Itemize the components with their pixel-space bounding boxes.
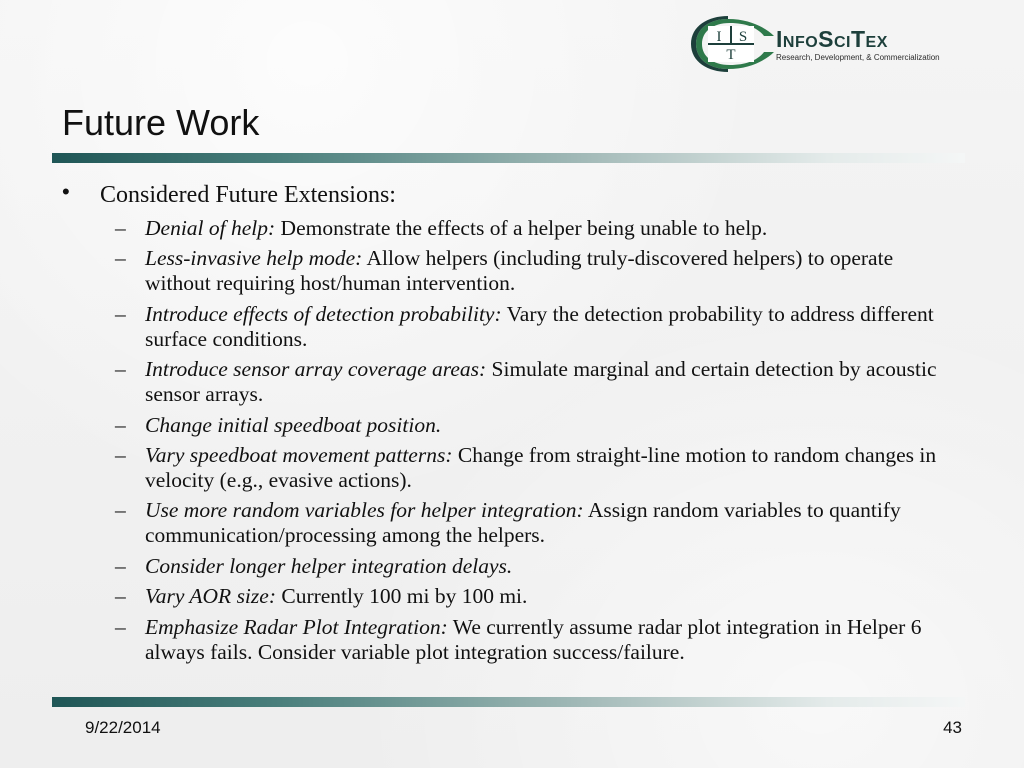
list-item: – Vary speedboat movement patterns: Change from straight-line motion to random changes in velocity (e.g., evasive actions).: [115, 442, 937, 492]
ist-emblem-icon: [688, 14, 778, 74]
list-item: – Consider longer helper integration delays.: [115, 553, 513, 578]
main-bullet-text: Considered Future Extensions:: [100, 182, 396, 208]
item-lead: Change initial speedboat position.: [145, 412, 442, 437]
item-text: Demonstrate the effects of a helper being unable to help.: [275, 216, 768, 240]
footer-divider: [52, 697, 965, 707]
list-item: – Use more random variables for helper integration: Assign random variables to quantify communication/processing among the helpers.: [115, 498, 901, 548]
item-text: Vary the detection probability to address different surface conditions.: [145, 301, 934, 351]
item-lead: Introduce effects of detection probability:: [145, 301, 502, 326]
item-text: We currently assume radar plot integration in Helper 6 always fails. Consider variable plot integration success/failure.: [145, 614, 922, 664]
slide-title: Future Work: [62, 102, 260, 143]
item-text: Change from straight-line motion to random changes in velocity (e.g., evasive actions).: [145, 442, 937, 492]
item-text: Currently 100 mi by 100 mi.: [275, 584, 528, 609]
item-lead: Vary AOR size:: [145, 584, 276, 609]
company-logo: [688, 14, 938, 74]
item-lead: Consider longer helper integration delays.: [145, 553, 513, 578]
item-lead: Introduce sensor array coverage areas:: [145, 357, 487, 382]
title-divider: [52, 153, 965, 163]
list-item: – Emphasize Radar Plot Integration: We currently assume radar plot integration in Helper 6 always fails. Consider variable plot integration success/failure.: [115, 614, 922, 664]
page-number: 43: [943, 718, 962, 737]
list-item: – Change initial speedboat position.: [115, 412, 442, 437]
logo-letter-i: I: [716, 29, 722, 45]
bullet-marker: •: [62, 179, 70, 204]
item-text: Assign random variables to quantify communication/processing among the helpers.: [145, 498, 901, 548]
logo-letter-s: S: [738, 29, 748, 45]
logo-letter-t: T: [726, 47, 736, 63]
item-lead: Vary speedboat movement patterns:: [145, 442, 453, 467]
logo-tagline: Research, Development, & Commercialization: [776, 53, 940, 62]
item-text: Simulate marginal and certain detection by acoustic sensor arrays.: [145, 357, 937, 407]
sub-bullet-list: [0, 216, 1024, 670]
list-item: – Introduce effects of detection probability: Vary the detection probability to address different surface conditions.: [115, 301, 934, 351]
item-text: Allow helpers (including truly-discovered helpers) to operate without requiring host/human intervention.: [145, 246, 894, 296]
item-lead: Emphasize Radar Plot Integration:: [145, 614, 448, 639]
list-item: – Introduce sensor array coverage areas: Simulate marginal and certain detection by acoustic sensor arrays.: [115, 357, 937, 407]
logo-name: InfoSciTex: [776, 26, 888, 52]
list-item: – Less-invasive help mode: Allow helpers (including truly-discovered helpers) to operate without requiring host/human intervention.: [115, 246, 894, 296]
footer-date: 9/22/2014: [85, 718, 161, 737]
item-lead: Use more random variables for helper integration:: [145, 498, 584, 523]
list-item: – Denial of help: Demonstrate the effects of a helper being unable to help.: [115, 216, 768, 240]
item-lead: Less-invasive help mode:: [145, 246, 363, 271]
item-lead: Denial of help:: [145, 216, 276, 240]
list-item: – Vary AOR size: Currently 100 mi by 100 mi.: [115, 584, 528, 609]
